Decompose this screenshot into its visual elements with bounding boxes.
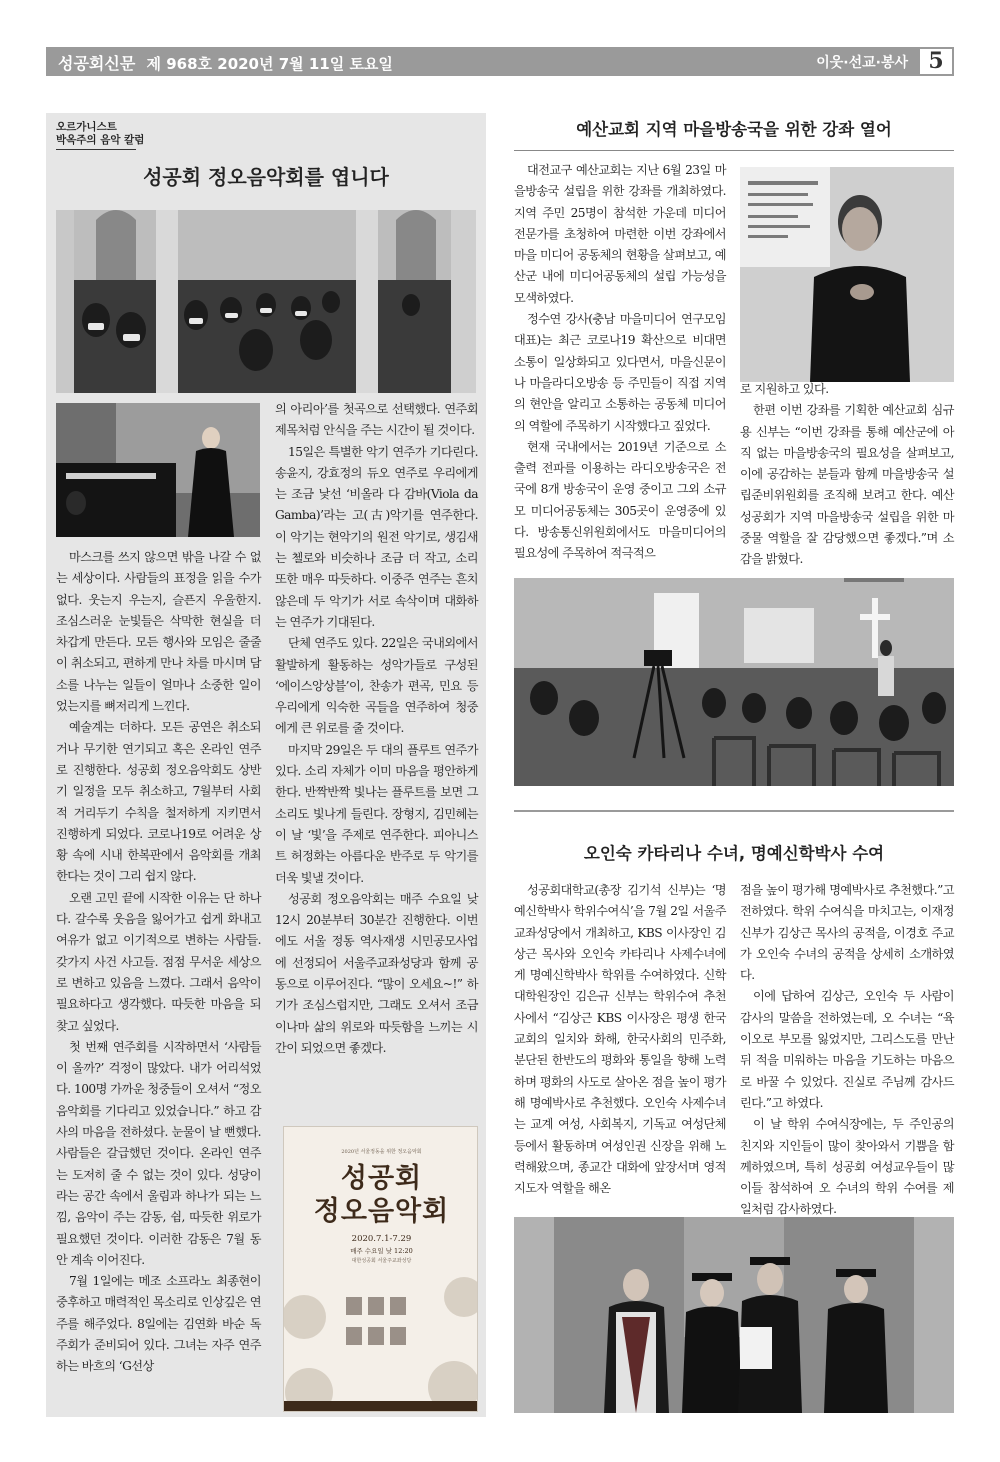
article-b-title: 예산교회 지역 마을방송국을 위한 강좌 열어	[576, 120, 892, 139]
paragraph: 성공회 정오음악회는 매주 수요일 낮 12시 20분부터 30분간 진행한다. 이번에도 서울 정동 역사재생 시민공모사업에 선정되어 서울주교좌성당과 함께 공동으로 이루어진다. “많이 오세요~!” 하기가 조심스럽지만, 그래도 오셔서 조금이나마 삶의 위로와 따듯함을 느끼는 시간이 되었으면 좋겠다.	[275, 891, 478, 1055]
kicker-line2: 박옥주의 음악 칼럼	[56, 134, 145, 146]
audience-photo	[56, 210, 476, 393]
paragraph: 오랜 고민 끝에 시작한 이유는 단 하나다. 갈수록 웃음을 잃어가고 쉽게 화내고 여유가 없고 이기적으로 변하는 사람들. 갖가지 사건 사고들. 점점 무서운 세상으로 변하고 있음을 느꼈다. 그래서 음악이 필요하다고 생각했다. 따듯한 마음을 되찾고 싶었다.	[56, 890, 261, 1033]
article-b-left-text	[514, 160, 726, 565]
paragraph: 현재 국내에서는 2019년 기준으로 소출력 전파를 이용하는 라디오방송국은 전국에 8개 방송국이 운영 중이고 그외 소규모 미디어공동체는 305곳이 운영중에 있다. 방송통신위원회에서도 마을미디어의 필요성에 주목하여 적극적으	[514, 439, 726, 561]
article-c-left-text	[514, 880, 726, 1199]
issue-info: 제 968호 2020년 7월 11일 토요일	[146, 55, 393, 73]
poster-time: 매주 수요일 낮 12:20	[350, 1247, 413, 1255]
poster-top-small: 2020년 서울정동을 위한 정오음악회	[341, 1149, 422, 1155]
page-header	[46, 47, 954, 76]
paragraph: 첫 번째 연주회를 시작하면서 ‘사람들이 올까?’ 걱정이 많았다. 내가 어리석었다. 100명 가까운 청중들이 오셔서 “정오음악회를 기다리고 있었습니다.” 하고 감사의 마음을 전하셨다. 눈물이 날 뻔했다. 사람들은 갈급했던 것이다. 온라인 연주는 도저히 줄 수 없는 것이 있다. 성당이라는 공간 속에서 울림과 하나가 되는 느낌, 음악이 주는 감동, 쉼, 따듯한 위로가 필요했던 것이다. 이러한 감동은 7월 동안 계속 이어진다.	[56, 1039, 261, 1267]
poster-venue: 대한성공회 서울주교좌성당	[351, 1258, 412, 1264]
paragraph: 15일은 특별한 악기 연주가 기다린다. 송윤지, 강효정의 듀오 연주로 우리에게는 조금 낯선 ‘비올라 다 감바(Viola da Gamba)’라는 고(古)악기를 연주한다. 이 악기는 현악기의 원전 악기로, 생김새는 첼로와 비슷하나 조금 더 작고, 소리 또한 매우 따듯하다. 이중주 연주는 흔치 않은데 두 악기가 서로 속삭이며 대화하는 연주가 기대된다.	[275, 444, 478, 629]
paragraph: 점을 높이 평가해 명예박사로 추천했다.”고 전하였다. 학위 수여식을 마치고는, 이재정 신부가 김상근 목사의 공적을, 이경호 주교가 오인숙 수녀의 공적을 상세히 소개하였다.	[740, 883, 954, 983]
paragraph: 예술계는 더하다. 모든 공연은 취소되거나 무기한 연기되고 혹은 온라인 연주로 진행한다. 성공회 정오음악회도 상반기 일정을 모두 취소하고, 7월부터 사회적 거리두기 수칙을 철저하게 지키면서 진행하게 되었다. 코로나19로 어려운 상황 속에 시내 한복판에서 음악회를 개최한다는 것이 그리 쉽지 않다.	[56, 720, 261, 884]
paragraph: 대전교구 예산교회는 지난 6월 23일 마을방송국 설립을 위한 강좌를 개최하였다. 지역 주민 25명이 참석한 가운데 미디어 전문가를 초청하여 마련한 이번 강좌에서 마을 미디어 공동체의 현황을 살펴보고, 예산군 내에 미디어공동체의 설립 가능성을 모색하였다.	[514, 163, 726, 305]
poster-title-line1: 성공회	[340, 1163, 423, 1194]
column-kicker	[56, 121, 144, 147]
section-name: 이웃·선교·봉사	[816, 55, 908, 71]
degree-ceremony-photo	[514, 1217, 954, 1413]
concert-poster	[283, 1126, 478, 1412]
header-masthead	[58, 51, 393, 74]
paragraph: 이 날 학위 수여식장에는, 두 주인공의 친지와 지인들이 많이 찾아와서 기쁨을 함께하였으며, 특히 성공회 여성교우들이 많이들 참석하여 오 수녀의 학위 수여를 제 일처럼 감사하였다.	[740, 1117, 954, 1217]
paragraph: 정수연 강사(충남 마을미디어 연구모임 대표)는 최근 코로나19 확산으로 비대면 소통이 일상화되고 있다면서, 마을신문이나 마을라디오방송 등 주민들이 직접 지역의 현안을 알리고 소통하는 공동체 미디어의 역할에 주목하기 시작했다고 짚었다.	[514, 312, 726, 433]
lecturer-photo	[740, 167, 954, 382]
paragraph: 단체 연주도 있다. 22일은 국내외에서 활발하게 활동하는 성악가들로 구성된 ‘에이스앙상블’이, 찬송가 편곡, 민요 등 우리에게 익숙한 곡들을 연주하여 청중에게 큰 위로를 줄 것이다.	[275, 636, 478, 736]
paragraph: 로 지원하고 있다.	[740, 382, 829, 396]
paragraph: 한편 이번 강좌를 기획한 예산교회 심규용 신부는 “이번 강좌를 통해 예산군에 아직 없는 마을방송국의 필요성을 살펴보고, 이에 공감하는 분들과 함께 마을방송국 설립준비위원회를 조직해 보려고 한다. 예산 성공회가 지역 마을방송국 설립을 위한 마중물 역할을 잘 감당했으면 좋겠다.”며 소감을 밝혔다.	[740, 403, 954, 567]
article-c-right-text	[740, 880, 954, 1221]
poster-date: 2020.7.1-7.29	[351, 1234, 412, 1244]
paper-name: 성공회신문	[58, 54, 136, 73]
column-a-right-text	[275, 399, 478, 1059]
article-c-title: 오인숙 카타리나 수녀, 명예신학박사 수여	[583, 844, 885, 863]
poster-title	[284, 1162, 478, 1228]
lecture-room-photo	[514, 578, 954, 786]
paragraph: 7월 1일에는 메조 소프라노 최종현이 중후하고 매력적인 목소리로 인상깊은 연주를 해주었다. 8일에는 김연화 바순 독주회가 준비되어 있다. 그녀는 자주 연주하는 바흐의 ‘G선상	[56, 1274, 261, 1374]
paragraph: 마스크를 쓰지 않으면 밖을 나갈 수 없는 세상이다. 사람들의 표정을 읽을 수가 없다. 웃는지 우는지, 슬픈지 우울한지. 조심스러운 눈빛들은 삭막한 현실을 더 차갑게 만든다. 모든 행사와 모임은 줄줄이 취소되고, 편하게 만나 차를 마시며 담소를 나누는 일들이 얼마나 소중한 일이었는지를 뼈저리게 느낀다.	[56, 550, 261, 714]
paragraph: 마지막 29일은 두 대의 플루트 연주가 있다. 소리 자체가 이미 마음을 평안하게 한다. 반짝반짝 빛나는 플루트를 보면 그 소리도 빛나게 들린다. 장형지, 김민혜는 이 날 ‘빛’을 주제로 연주한다. 피아니스트 허정화는 아름다운 반주로 두 악기를 더욱 빛낼 것이다.	[275, 742, 478, 885]
page-number: 5	[918, 47, 954, 76]
poster-title-line2: 정오음악회	[313, 1196, 450, 1227]
article-b-right-text	[740, 379, 954, 571]
column-a-left-text	[56, 547, 261, 1378]
paragraph: 의 아리아’를 첫곡으로 선택했다. 연주회 제목처럼 안식을 주는 시간이 될 것이다.	[275, 402, 478, 438]
singer-photo	[56, 403, 260, 537]
paragraph: 성공회대학교(총장 김기석 신부)는 ‘명예신학박사 학위수여식’을 7월 2일 서울주교좌성당에서 개최하고, KBS 이사장인 김상근 목사와 오인숙 카타리나 사제수녀에게 명예신학박사 학위를 수여하였다. 신학대학원장인 김은규 신부는 학위수여 추천사에서 “김상근 KBS 이사장은 평생 한국교회의 일치와 화해, 한국사회의 민주화, 분단된 한반도의 평화와 통일을 향해 노력하며 평화의 사도로 살아온 점을 높이 평가해 명예박사로 추천했다. 오인숙 사제수녀는 교계 여성, 사회복지, 기독교 여성단체 등에서 활동하며 여성인권 신장을 위해 노력해왔으며, 종교간 대화에 앞장서며 영적 지도자 역할을 해온	[514, 883, 726, 1196]
poster-decoration	[284, 1277, 478, 1412]
paragraph: 이에 답하여 김상근, 오인숙 두 사람이 감사의 말씀을 전하였는데, 오 수녀는 “육이오로 부모를 잃었지만, 그리스도를 만난 뒤 적을 미워하는 마음을 기도하는 마음으로 바꿀 수 있었다. 진실로 주님께 감사드린다.”고 하였다.	[740, 989, 954, 1110]
article-b-rule	[514, 150, 954, 151]
kicker-line1: 오르가니스트	[56, 121, 117, 133]
column-a-title: 성공회 정오음악회를 엽니다	[143, 165, 389, 189]
kicker-rule	[56, 149, 136, 150]
section-divider	[514, 810, 954, 812]
